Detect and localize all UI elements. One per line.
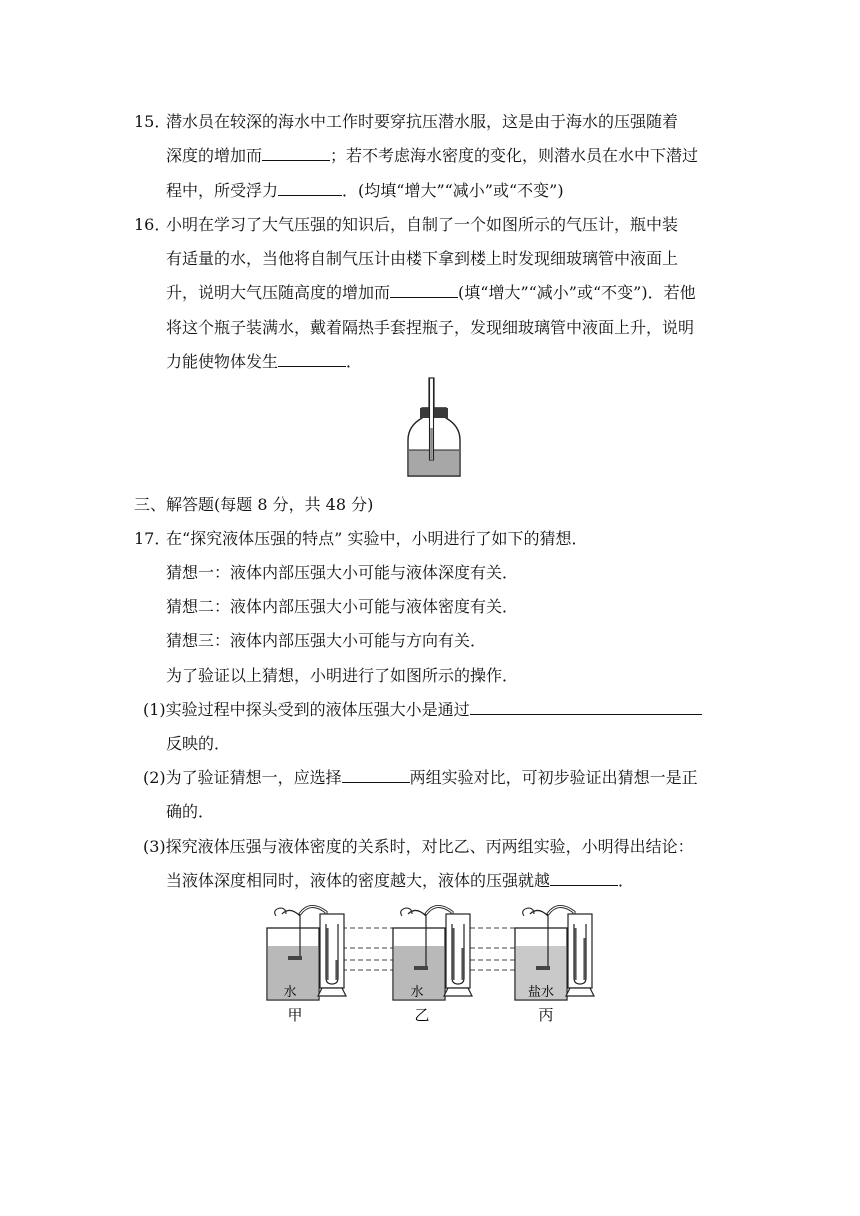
q17-guess1: 猜想一：液体内部压强大小可能与液体深度有关． [166,563,519,582]
q16-blank1[interactable] [390,283,458,298]
q17-blank2[interactable] [342,768,410,783]
q17-sub3-line1: (3)探究液体压强与液体密度的关系时，对比乙、丙两组实验，小明得出结论： [143,837,694,856]
q17-guess3: 猜想三：液体内部压强大小可能与方向有关． [166,631,487,650]
section3-title: 三、解答题(每题 8 分，共 48 分) [134,495,374,514]
experiment-yi [393,906,472,1000]
q17-sub3-line2: 当液体深度相同时，液体的密度越大，液体的压强就越 ． [166,871,635,890]
q15-line1: 潜水员在较深的海水中工作时要穿抗压潜水服，这是由于海水的压强随着 [166,112,679,131]
q17-sub1-line1: (1)实验过程中探头受到的液体压强大小是通过 [143,699,702,721]
q15-line2: 深度的增加而 ；若不考虑海水密度的变化，则潜水员在水中下潜过 [166,146,699,165]
q16-blank2[interactable] [278,352,346,367]
liquid-label-jia: 水 [283,985,297,1000]
q17-sub2-line1: (2)为了验证猜想一，应选择 两组实验对比，可初步验证出猜想一是正 [143,768,698,787]
experiment-bing [515,906,594,1000]
q17-sub1-line2: 反映的． [166,734,231,753]
q17-blank1[interactable] [470,700,702,715]
figure-label-jia: 甲 [287,1006,303,1024]
q17-sub2-line2: 确的． [166,802,215,821]
q17-line1: 在“探究液体压强的特点” 实验中，小明进行了如下的猜想． [166,529,588,548]
q15-line3: 程中，所受浮力 ．(均填“增大”“减小”或“不变”) [166,181,564,200]
figure-label-yi: 乙 [414,1006,430,1024]
q16-line1: 小明在学习了大气压强的知识后，自制了一个如图所示的气压计，瓶中装 [166,215,679,234]
q16-line3: 升，说明大气压随高度的增加而 (填“增大”“减小”或“不变”)．若他 [166,283,696,302]
q17-blank3[interactable] [550,871,618,886]
q16-line2: 有适量的水，当他将自制气压计由楼下拿到楼上时发现细玻璃管中液面上 [166,249,679,268]
liquid-label-bing: 盐水 [527,985,555,1000]
q15-blank2[interactable] [278,181,342,196]
pressure-experiment-figure [262,904,608,1026]
liquid-label-yi: 水 [410,985,424,1000]
barometer-figure [402,376,466,480]
q15-number: 15． [134,112,171,131]
q16-line4: 将这个瓶子装满水，戴着隔热手套捏瓶子，发现细玻璃管中液面上升，说明 [166,318,695,337]
q17-guess2: 猜想二：液体内部压强大小可能与液体密度有关． [166,597,519,616]
q17-intro: 为了验证以上猜想，小明进行了如图所示的操作． [166,666,519,685]
q15-blank1[interactable] [262,146,330,161]
figure-label-bing: 丙 [538,1006,554,1024]
q16-number: 16． [134,215,171,234]
experiment-jia [267,906,346,1000]
q16-line5: 力能使物体发生 ． [166,352,363,371]
q17-number: 17． [134,529,171,548]
